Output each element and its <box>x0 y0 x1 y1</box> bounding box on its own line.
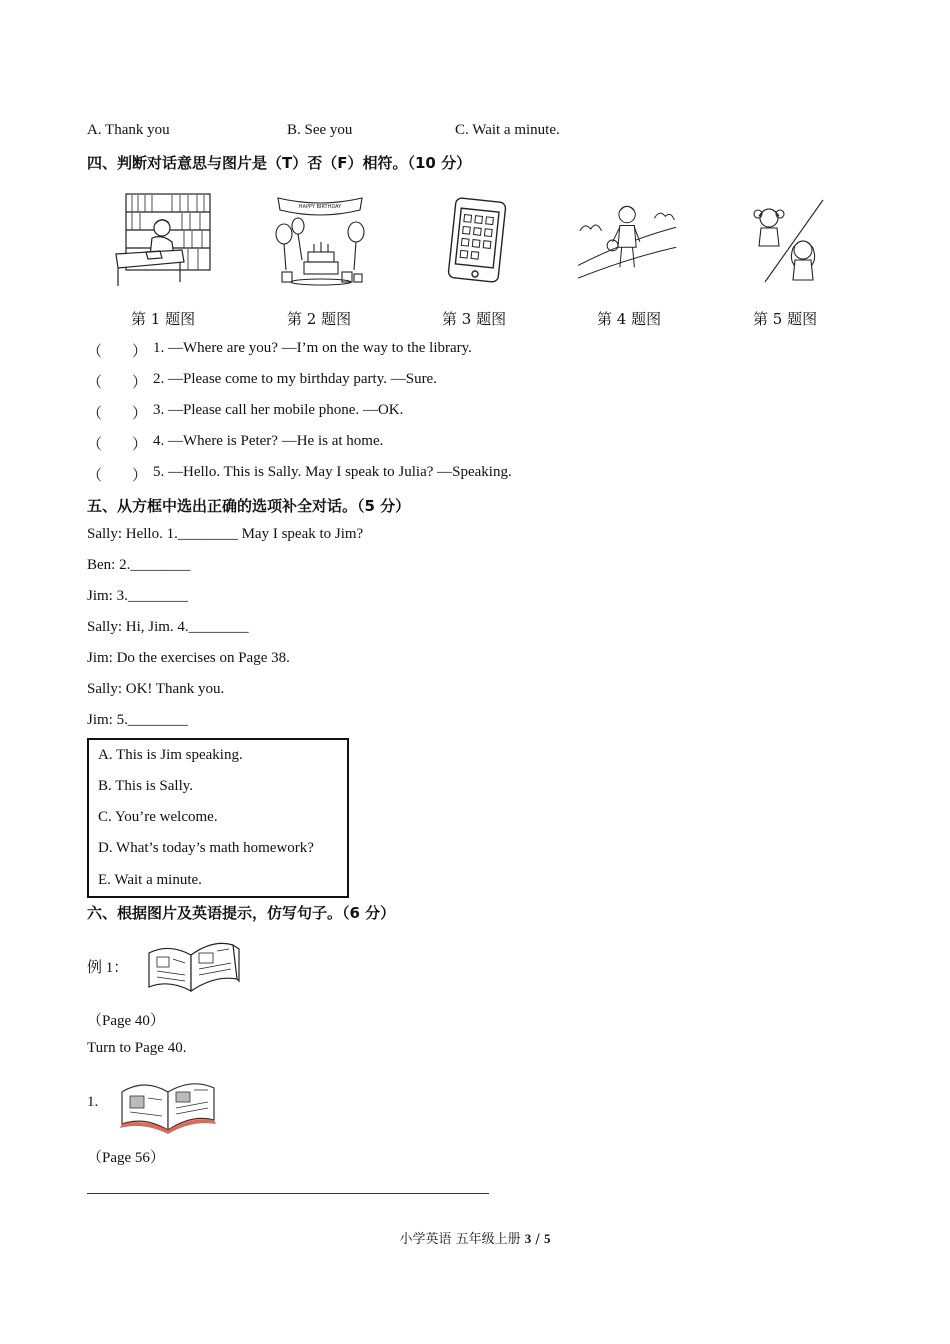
two-girls-picture <box>740 190 840 290</box>
section4-heading: 四、判断对话意思与图片是（T）否（F）相符。（10 分） <box>87 154 472 172</box>
answer-blank[interactable]: （ ） <box>87 375 148 391</box>
caption-picture-4: 第 4 题图 <box>597 310 662 328</box>
answer-blank[interactable]: （ ） <box>87 344 148 360</box>
boy-on-road-picture <box>578 190 678 290</box>
judgment-item-2: 2. —Please come to my birthday party. —Sure. <box>153 371 437 387</box>
answer-line[interactable] <box>87 1193 489 1194</box>
birthday-party-picture <box>270 190 370 290</box>
open-book-icon <box>145 935 241 993</box>
question-1-hint: （Page 56） <box>87 1150 165 1166</box>
page-footer <box>0 1228 950 1247</box>
option-b: B. See you <box>287 122 353 138</box>
example-hint: （Page 40） <box>87 1013 165 1029</box>
question-1-label: 1. <box>87 1094 99 1110</box>
options-box <box>87 738 349 898</box>
footer-page-total: 5 <box>543 1231 551 1246</box>
caption-picture-5: 第 5 题图 <box>753 310 818 328</box>
box-option-e: E. Wait a minute. <box>98 872 202 888</box>
dialogue-line: Ben: 2.________ <box>87 557 191 573</box>
dialogue-line: Sally: OK! Thank you. <box>87 681 225 697</box>
library-picture <box>112 190 212 290</box>
dialogue-line: Jim: 3.________ <box>87 588 188 604</box>
box-option-d: D. What’s today’s math homework? <box>98 840 314 856</box>
open-book-icon <box>118 1068 218 1134</box>
caption-picture-1: 第 1 题图 <box>131 310 196 328</box>
judgment-item-3: 3. —Please call her mobile phone. —OK. <box>153 402 404 418</box>
example-label: 例 1： <box>87 960 129 976</box>
judgment-item-5: 5. —Hello. This is Sally. May I speak to Julia? —Speaking. <box>153 464 512 480</box>
caption-picture-2: 第 2 题图 <box>287 310 352 328</box>
dialogue-line: Jim: 5.________ <box>87 712 188 728</box>
footer-text: 小学英语 五年级上册 <box>399 1232 525 1247</box>
footer-separator: / <box>531 1232 544 1247</box>
section5-heading: 五、从方框中选出正确的选项补全对话。（5 分） <box>87 497 411 515</box>
birthday-banner-text: HAPPY BIRTHDAY <box>298 204 342 210</box>
answer-blank[interactable]: （ ） <box>87 437 148 453</box>
box-option-a: A. This is Jim speaking. <box>98 747 243 763</box>
dialogue-line: Sally: Hello. 1.________ May I speak to Jim? <box>87 526 364 542</box>
footer-page-number: 3 <box>524 1231 532 1246</box>
option-c: C. Wait a minute. <box>455 122 560 138</box>
section6-heading: 六、根据图片及英语提示，仿写句子。（6 分） <box>87 904 396 922</box>
judgment-item-1: 1. —Where are you? —I’m on the way to the library. <box>153 340 472 356</box>
answer-blank[interactable]: （ ） <box>87 406 148 422</box>
dialogue-line: Sally: Hi, Jim. 4.________ <box>87 619 249 635</box>
answer-blank[interactable]: （ ） <box>87 468 148 484</box>
caption-picture-3: 第 3 题图 <box>442 310 507 328</box>
dialogue-line: Jim: Do the exercises on Page 38. <box>87 650 290 666</box>
mobile-phone-picture <box>432 190 532 290</box>
judgment-item-4: 4. —Where is Peter? —He is at home. <box>153 433 384 449</box>
box-option-c: C. You’re welcome. <box>98 809 218 825</box>
box-option-b: B. This is Sally. <box>98 778 194 794</box>
example-answer: Turn to Page 40. <box>87 1040 187 1056</box>
option-a: A. Thank you <box>87 122 170 138</box>
